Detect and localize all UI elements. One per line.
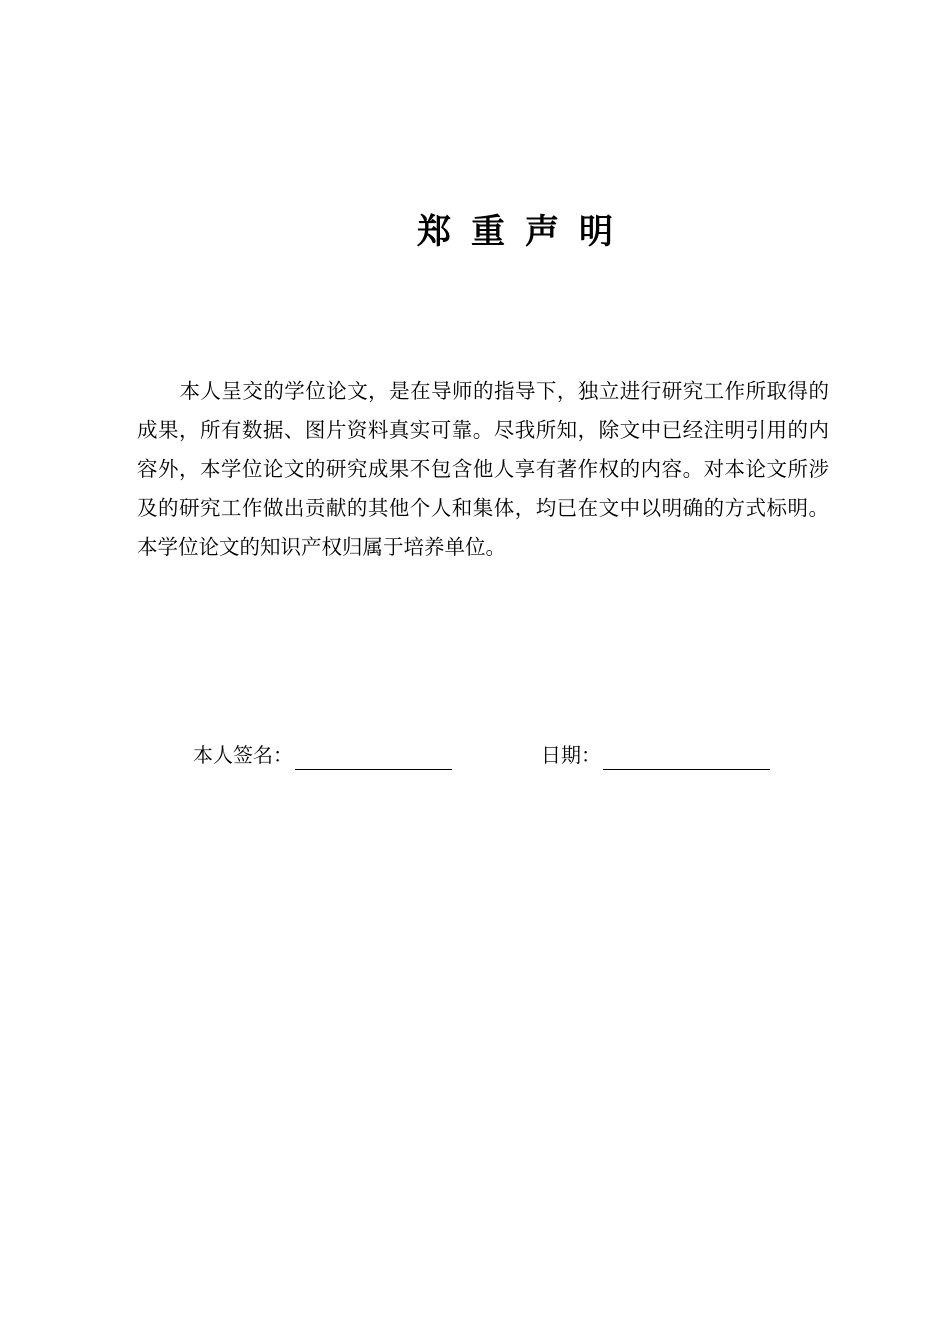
signature-name-line xyxy=(295,745,452,770)
page-title: 郑重声明 xyxy=(417,212,633,252)
declaration-paragraph xyxy=(137,372,829,567)
signature-date-row xyxy=(541,740,770,770)
signature-name-row xyxy=(193,740,452,770)
signature-date-line xyxy=(603,745,770,770)
declaration-text: 本人呈交的学位论文，是在导师的指导下，独立进行研究工作所取得的成果，所有数据、图片资料真实可靠。尽我所知，除文中已经注明引用的内容外，本学位论文的研究成果不包含他人享有著作权的内容。对本论文所涉及的研究工作做出贡献的其他个人和集体，均已在文中以明确的方式标明。本学位论文的知识产权归属于培养单位。 xyxy=(137,379,829,559)
signature-date-label: 日期： xyxy=(541,743,601,767)
signature-name-label: 本人签名： xyxy=(193,743,293,767)
